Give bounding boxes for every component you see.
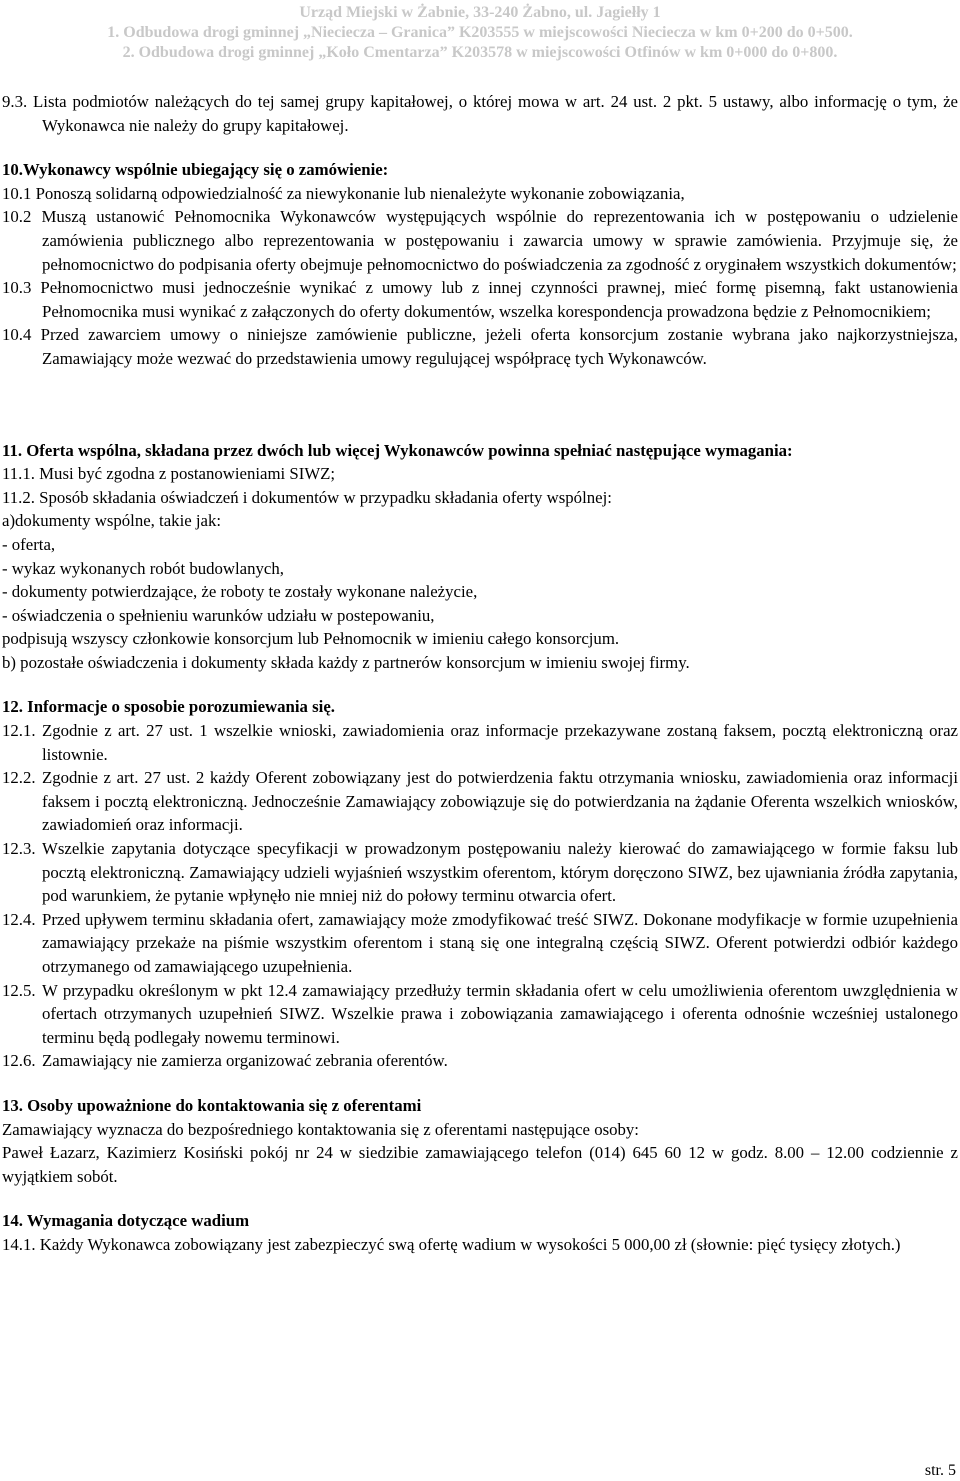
paragraph-10-4: 10.4 Przed zawarciem umowy o niniejsze zamówienie publiczne, jeżeli oferta konsorcjum zostanie wybrana jako najkorzystniejsza, Zamawiający może wezwać do przedstawienia umowy regulującej współpracę tych Wykonawców. xyxy=(2,325,958,368)
paragraph-12-1 xyxy=(2,719,958,766)
paragraph-12-2 xyxy=(2,766,958,837)
paragraph-9-3: 9.3. Lista podmiotów należących do tej samej grupy kapitałowej, o której mowa w art. 24 ust. 2 pkt. 5 ustawy, albo informację o tym, że Wykonawca nie należy do grupy kapitałowej. xyxy=(2,92,958,135)
list-item: - dokumenty potwierdzające, że roboty te zostały wykonane należycie, xyxy=(2,582,478,602)
item-number: 12.3. xyxy=(2,839,36,859)
item-text: Zgodnie z art. 27 ust. 1 wszelkie wnioski, zawiadomienia oraz informacje przekazywane zostaną faksem, pocztą elektroniczną oraz listownie. xyxy=(42,721,958,764)
list-item: - wykaz wykonanych robót budowlanych, xyxy=(2,558,284,578)
section-13-heading: 13. Osoby upoważnione do kontaktowania się z oferentami xyxy=(2,1095,422,1115)
paragraph-11-1: 11.1. Musi być zgodna z postanowieniami SIWZ; xyxy=(2,464,336,484)
paragraph-12-5 xyxy=(2,979,958,1050)
paragraph-11-a: a)dokumenty wspólne, takie jak: xyxy=(2,511,222,531)
item-text: Zgodnie z art. 27 ust. 2 każdy Oferent zobowiązany jest do potwierdzenia faktu otrzymania wniosku, zawiadomienia oraz informacji faksem i pocztą elektroniczną. Jednocześnie Zamawiający zobowiązuje się do potwierdzania na żądanie Oferenta wszelkich wniosków, zawiadomień oraz informacji. xyxy=(42,768,958,835)
page-number: str. 5 xyxy=(924,1462,956,1479)
paragraph-10-1: 10.1 Ponoszą solidarną odpowiedzialność za niewykonanie lub nienależyte wykonanie zobowiązania, xyxy=(2,183,685,203)
item-number: 12.5. xyxy=(2,980,36,1000)
paragraph-13-2: Paweł Łazarz, Kazimierz Kosiński pokój nr 24 w siedzibie zamawiającego telefon (014) 645 60 12 w godz. 8.00 – 12.00 codziennie z wyjątkiem sobót. xyxy=(2,1143,958,1186)
paragraph-10-3: 10.3 Pełnomocnictwo musi jednocześnie wynikać z umowy lub z innej czynności prawnej, mieć formę pisemną, fakt ustanowienia Pełnomocnika musi wynikać z załączonych do oferty dokumentów, wszelka korespondencja prowadzona będzie z Pełnomocnikiem; xyxy=(2,278,958,321)
paragraph-12-4 xyxy=(2,908,958,979)
item-number: 12.4. xyxy=(2,909,36,929)
paragraph-13-1: Zamawiający wyznacza do bezpośredniego kontaktowania się z oferentami następujące osoby: xyxy=(2,1119,639,1139)
item-text: Przed upływem terminu składania ofert, zamawiający może zmodyfikować treść SIWZ. Dokonane modyfikacje w formie uzupełnienia zamawiający przekaże na piśmie wszystkim oferentom i staną się one integralną częścią SIWZ. Oferent potwierdzi odbiór każdego otrzymanego od zamawiającego uzupełnienia. xyxy=(42,909,958,976)
document-body xyxy=(2,90,958,1257)
item-text: W przypadku określonym w pkt 12.4 zamawiający przedłuży termin składania ofert w celu umożliwienia oferentom uwzględnienia w ofertach otrzymanych uzupełnień SIWZ. Wszelkie prawa i zobowiązania zamawiającego i oferenta odnośnie wcześniej ustalonego terminu będą podlegały nowemu terminowi. xyxy=(42,980,958,1047)
paragraph-11-b: b) pozostałe oświadczenia i dokumenty składa każdy z partnerów konsorcjum w imieniu swojej firmy. xyxy=(2,652,690,672)
page-header xyxy=(0,3,960,63)
section-12-heading: 12. Informacje o sposobie porozumiewania się. xyxy=(2,697,335,717)
paragraph-14-1: 14.1. Każdy Wykonawca zobowiązany jest zabezpieczyć swą ofertę wadium w wysokości 5 000,00 zł (słownie: pięć tysięcy złotych.) xyxy=(2,1234,901,1254)
list-item: - oferta, xyxy=(2,534,56,554)
item-text: Wszelkie zapytania dotyczące specyfikacji w prowadzonym postępowaniu należy kierować do zamawiającego w formie faksu lub pocztą elektroniczną. Zamawiający udzieli wyjaśnień wszystkim oferentom, którym doręczono SIWZ, bez ujawniania źródła zapytania, pod warunkiem, że pytanie wpłynęło nie mniej niż do połowy terminu otwarcia ofert. xyxy=(42,839,958,906)
section-11-heading: 11. Oferta wspólna, składana przez dwóch lub więcej Wykonawców powinna spełniać następujące wymagania: xyxy=(2,440,793,460)
item-number: 12.6. xyxy=(2,1051,36,1071)
paragraph-12-3 xyxy=(2,837,958,908)
header-project-2: 2. Odbudowa drogi gminnej „Koło Cmentarza” K203578 w miejscowości Otfinów w km 0+000 do 0+800. xyxy=(122,44,838,61)
section-14-heading: 14. Wymagania dotyczące wadium xyxy=(2,1211,250,1231)
header-office: Urząd Miejski w Żabnie, 33-240 Żabno, ul. Jagiełły 1 xyxy=(299,4,661,21)
item-number: 12.1. xyxy=(2,721,36,741)
paragraph-12-6 xyxy=(2,1049,958,1073)
paragraph-11-sign: podpisują wszyscy członkowie konsorcjum lub Pełnomocnik w imieniu całego konsorcjum. xyxy=(2,629,620,649)
paragraph-10-2: 10.2 Muszą ustanowić Pełnomocnika Wykonawców występujących wspólnie do reprezentowania ich w postępowaniu o udzielenie zamówienia publicznego albo reprezentowania w postępowaniu i zawarcia umowy w sprawie zamówienia. Przyjmuje się, że pełnomocnictwo do podpisania oferty obejmuje pełnomocnictwo do poświadczenia za zgodność z oryginałem wszystkich dokumentów; xyxy=(2,207,958,274)
item-number: 12.2. xyxy=(2,768,36,788)
section-10-heading: 10.Wykonawcy wspólnie ubiegający się o zamówienie: xyxy=(2,160,389,180)
paragraph-11-2: 11.2. Sposób składania oświadczeń i dokumentów w przypadku składania oferty wspólnej: xyxy=(2,487,612,507)
header-project-1: 1. Odbudowa drogi gminnej „Nieciecza – Granica” K203555 w miejscowości Nieciecza w km 0+200 do 0+500. xyxy=(107,24,853,41)
item-text: Zamawiający nie zamierza organizować zebrania oferentów. xyxy=(42,1051,448,1071)
list-item: - oświadczenia o spełnieniu warunków udziału w postepowaniu, xyxy=(2,605,435,625)
